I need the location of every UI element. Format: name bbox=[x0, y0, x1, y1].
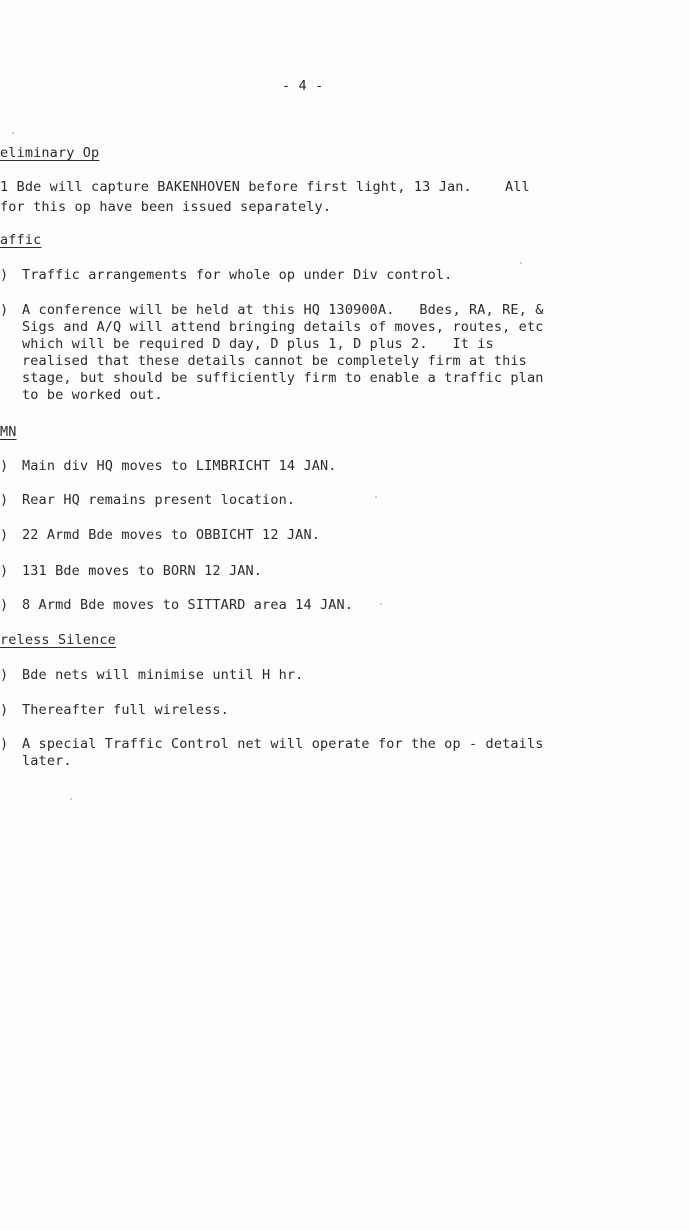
movement-item-4-marker: ) bbox=[0, 563, 9, 579]
movement-item-3-text: 22 Armd Bde moves to OBBICHT 12 JAN. bbox=[22, 527, 320, 543]
traffic-item-2-line-5: stage, but should be sufficiently firm to enable a traffic plan bbox=[22, 370, 544, 386]
preliminary-line-1: 1 Bde will capture BAKENHOVEN before first light, 13 Jan. All bbox=[0, 179, 530, 195]
wireless-item-1-line-1: Bde nets will minimise until H hr. bbox=[22, 667, 304, 683]
wireless-item-2-marker: ) bbox=[0, 702, 9, 718]
section-heading-traffic: affic bbox=[0, 232, 42, 248]
movement-item-5-marker: ) bbox=[0, 597, 9, 613]
section-heading-preliminary: eliminary Op bbox=[0, 145, 100, 161]
wireless-item-3-marker: ) bbox=[0, 736, 9, 752]
traffic-item-2-line-6: to be worked out. bbox=[22, 387, 163, 403]
wireless-item-2-line-1: Thereafter full wireless. bbox=[22, 702, 229, 718]
traffic-item-1-marker: ) bbox=[0, 267, 9, 283]
scan-speck bbox=[12, 132, 14, 134]
traffic-item-2-line-2: Sigs and A/Q will attend bringing details of moves, routes, etc bbox=[22, 319, 544, 335]
scan-speck bbox=[380, 603, 382, 605]
wireless-item-3-line-2: later. bbox=[22, 753, 72, 769]
movement-item-4-text: 131 Bde moves to BORN 12 JAN. bbox=[22, 563, 263, 579]
scan-speck bbox=[375, 496, 377, 498]
wireless-item-1-marker: ) bbox=[0, 667, 9, 683]
movement-item-1-text: Main div HQ moves to LIMBRICHT 14 JAN. bbox=[22, 458, 337, 474]
traffic-item-2-marker: ) bbox=[0, 302, 9, 318]
movement-item-5-text: 8 Armd Bde moves to SITTARD area 14 JAN. bbox=[22, 597, 354, 613]
traffic-item-1-line-1: Traffic arrangements for whole op under Div control. bbox=[22, 267, 453, 283]
section-heading-movement: MN bbox=[0, 424, 17, 440]
wireless-item-3-line-1: A special Traffic Control net will operate for the op - details bbox=[22, 736, 544, 752]
movement-item-2-text: Rear HQ remains present location. bbox=[22, 492, 296, 508]
traffic-item-2-line-3: which will be required D day, D plus 1, D plus 2. It is bbox=[22, 336, 494, 352]
scan-speck bbox=[520, 262, 522, 264]
scan-speck bbox=[70, 798, 72, 800]
preliminary-line-2: for this op have been issued separately. bbox=[0, 199, 332, 215]
traffic-item-2-line-4: realised that these details cannot be completely firm at this bbox=[22, 353, 527, 369]
movement-item-1-marker: ) bbox=[0, 458, 9, 474]
traffic-item-2-line-1: A conference will be held at this HQ 130900A. Bdes, RA, RE, & bbox=[22, 302, 544, 318]
section-heading-wireless: reless Silence bbox=[0, 632, 116, 648]
movement-item-3-marker: ) bbox=[0, 527, 9, 543]
movement-item-2-marker: ) bbox=[0, 492, 9, 508]
page-number: - 4 - bbox=[282, 78, 324, 94]
